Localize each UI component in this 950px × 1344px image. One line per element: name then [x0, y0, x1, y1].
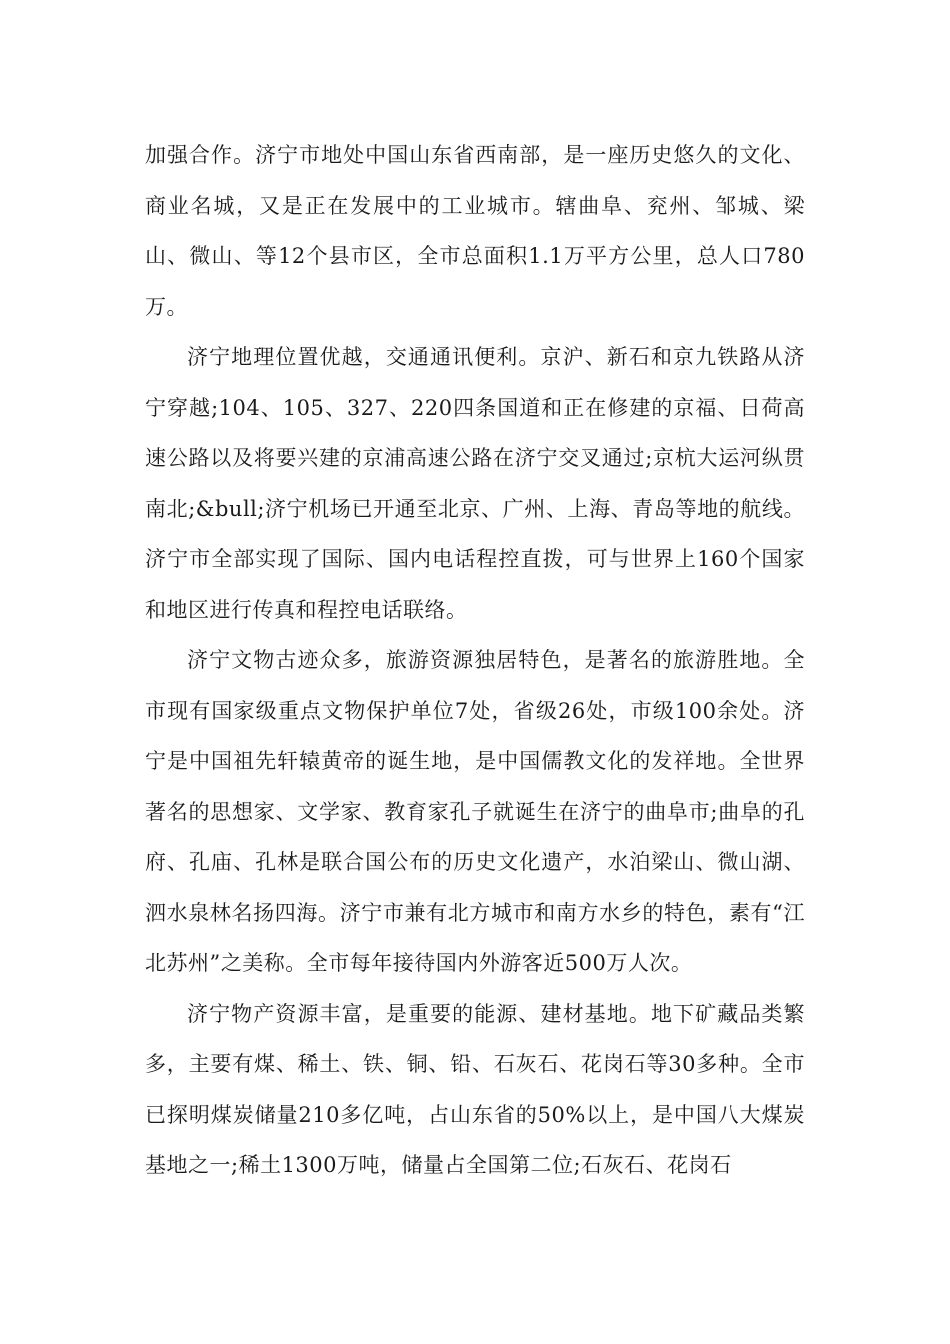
- document-body: [145, 130, 805, 1191]
- paragraph-3: 济宁文物古迹众多，旅游资源独居特色，是著名的旅游胜地。全市现有国家级重点文物保护单位7处，省级26处，市级100余处。济宁是中国祖先轩辕黄帝的诞生地，是中国儒教文化的发祥地。全世界著名的思想家、文学家、教育家孔子就诞生在济宁的曲阜市;曲阜的孔府、孔庙、孔林是联合国公布的历史文化遗产，水泊梁山、微山湖、泗水泉林名扬四海。济宁市兼有北方城市和南方水乡的特色，素有“江北苏州”之美称。全市每年接待国内外游客近500万人次。: [145, 648, 805, 975]
- paragraph-1: 加强合作。济宁市地处中国山东省西南部，是一座历史悠久的文化、商业名城，又是正在发展中的工业城市。辖曲阜、兖州、邹城、梁山、微山、等12个县市区，全市总面积1.1万平方公里，总人口780万。: [145, 143, 805, 319]
- paragraph-4: 济宁物产资源丰富，是重要的能源、建材基地。地下矿藏品类繁多，主要有煤、稀土、铁、铜、铅、石灰石、花岗石等30多种。全市已探明煤炭储量210多亿吨，占山东省的50%以上，是中国八大煤炭基地之一;稀土1300万吨，储量占全国第二位;石灰石、花岗石: [145, 1001, 805, 1177]
- paragraph-2: 济宁地理位置优越，交通通讯便利。京沪、新石和京九铁路从济宁穿越;104、105、327、220四条国道和正在修建的京福、日荷高速公路以及将要兴建的京浦高速公路在济宁交叉通过;京杭大运河纵贯南北;&bull;济宁机场已开通至北京、广州、上海、青岛等地的航线。济宁市全部实现了国际、国内电话程控直拨，可与世界上160个国家和地区进行传真和程控电话联络。: [145, 345, 805, 622]
